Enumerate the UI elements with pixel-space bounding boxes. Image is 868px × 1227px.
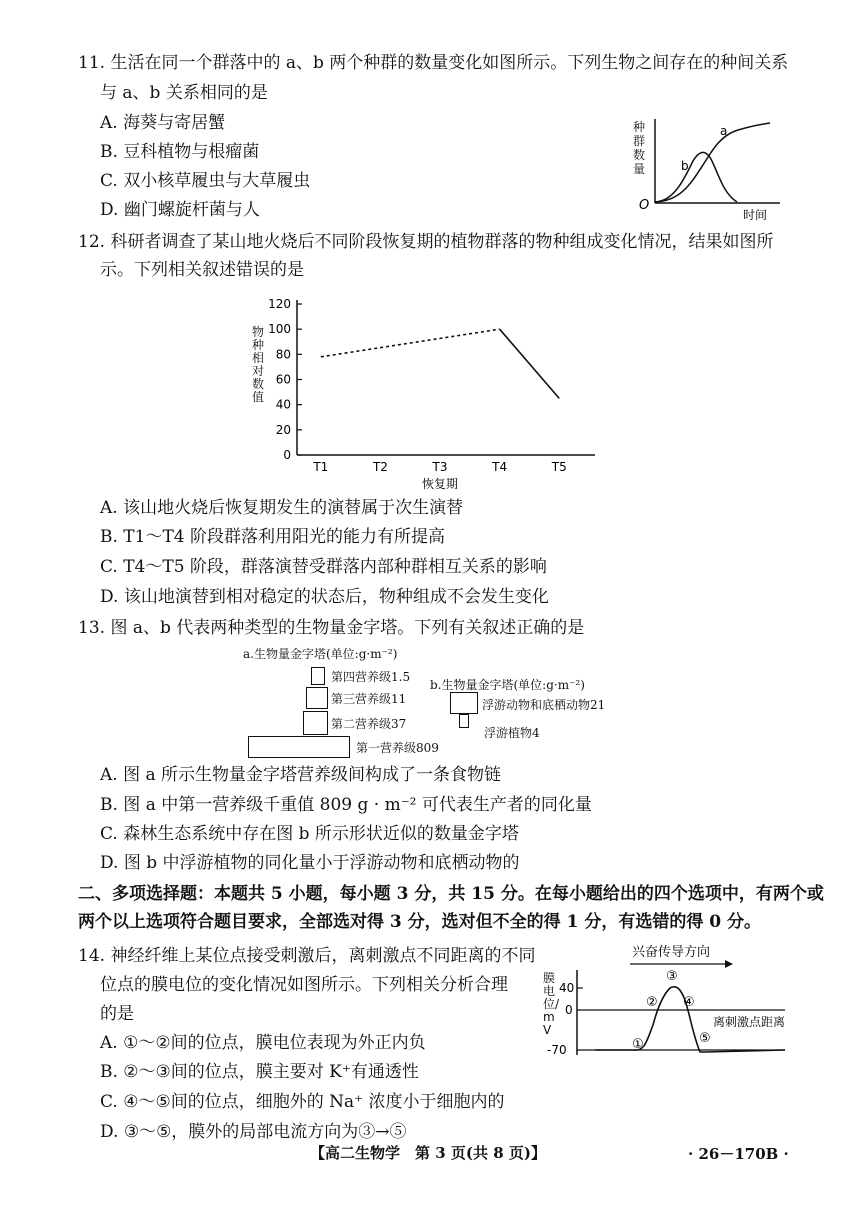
q14-option-c: C. ④～⑤间的位点，细胞外的 Na⁺ 浓度小于细胞内的 bbox=[100, 1092, 505, 1112]
q11-population-figure bbox=[625, 115, 785, 225]
footer-code: · 26－170B · bbox=[688, 1145, 789, 1163]
q14-option-b: B. ②～③间的位点，膜主要对 K⁺有通透性 bbox=[100, 1062, 419, 1082]
q11-xlabel: 时间 bbox=[743, 208, 768, 222]
q14-option-a: A. ①～②间的位点，膜电位表现为外正内负 bbox=[100, 1033, 426, 1053]
q12-y-tick-label: 40 bbox=[275, 397, 291, 412]
q14-y40: 40 bbox=[559, 981, 575, 995]
q11-stem-line2: 与 a、b 关系相同的是 bbox=[100, 83, 268, 103]
q13-option-b: B. 图 a 中第一营养级千重值 809 g · m⁻² 可代表生产者的同化量 bbox=[100, 795, 592, 815]
q13-b-title: b.生物量金字塔(单位:g·m⁻²) bbox=[430, 678, 585, 692]
q13-b-level-bottom: 浮游植物4 bbox=[484, 726, 540, 740]
q14-potential-figure bbox=[535, 940, 805, 1065]
q12-ylabel: 物种相对数值 bbox=[252, 325, 265, 404]
q13-a-level-4: 第四营养级1.5 bbox=[331, 670, 411, 684]
q13-option-d: D. 图 b 中浮游植物的同化量小于浮游动物和底栖动物的 bbox=[100, 853, 520, 873]
q12-option-a: A. 该山地火烧后恢复期发生的演替属于次生演替 bbox=[100, 498, 464, 518]
q12-option-b: B. T1～T4 阶段群落利用阳光的能力有所提高 bbox=[100, 527, 446, 547]
q13-stem: 13. 图 a、b 代表两种类型的生物量金字塔。下列有关叙述正确的是 bbox=[78, 618, 585, 638]
q12-stem-line2: 示。下列相关叙述错误的是 bbox=[100, 260, 304, 280]
q13-a-bar-3 bbox=[306, 687, 328, 709]
q11-option-a: A. 海葵与寄居蟹 bbox=[100, 113, 226, 133]
q13-pyramid-a bbox=[238, 645, 438, 760]
q14-point-2: ② bbox=[646, 995, 658, 1010]
q12-y-tick-label: 120 bbox=[268, 297, 291, 311]
q12-x-tick-label: T1 bbox=[313, 460, 329, 474]
q12-y-tick-label: 100 bbox=[268, 322, 291, 337]
q13-option-c: C. 森林生态系统中存在图 b 所示形状近似的数量金字塔 bbox=[100, 824, 519, 844]
q11-option-d: D. 幽门螺旋杆菌与人 bbox=[100, 200, 260, 220]
q11-label-a: a bbox=[720, 124, 728, 138]
q13-b-bar-bottom bbox=[459, 714, 469, 728]
q12-species-chart bbox=[245, 290, 605, 490]
q12-x-tick-label: T3 bbox=[432, 460, 448, 474]
q12-option-d: D. 该山地演替到相对稳定的状态后，物种组成不会发生变化 bbox=[100, 587, 549, 607]
q12-y-tick-label: 0 bbox=[283, 448, 291, 462]
q12-y-tick-label: 20 bbox=[275, 422, 291, 437]
q12-series-line-2 bbox=[500, 329, 560, 398]
q11-ylabel: 种群数量 bbox=[633, 120, 646, 176]
q13-pyramid-b bbox=[430, 676, 630, 746]
q14-xlabel: 离刺激点距离 bbox=[713, 1015, 786, 1029]
q12-x-tick-label: T2 bbox=[372, 460, 388, 474]
q14-point-1: ① bbox=[632, 1037, 644, 1052]
q13-a-bar-4 bbox=[311, 667, 325, 685]
q14-arrow-label: 兴奋传导方向 bbox=[632, 945, 711, 960]
q13-option-a: A. 图 a 所示生物量金字塔营养级间构成了一条食物链 bbox=[100, 765, 502, 785]
section2-line1: 二、多项选择题：本题共 5 小题，每小题 3 分，共 15 分。在每小题给出的四个选项中，有两个或 bbox=[78, 884, 824, 904]
q13-a-level-3: 第三营养级11 bbox=[331, 692, 407, 706]
q14-ym70: -70 bbox=[547, 1043, 567, 1057]
q11-option-b: B. 豆科植物与根瘤菌 bbox=[100, 142, 260, 162]
q13-a-level-1: 第一营养级809 bbox=[356, 741, 439, 755]
footer-page-info: 【高二生物学 第 3 页(共 8 页)】 bbox=[310, 1144, 546, 1162]
q12-series-line-1 bbox=[321, 329, 500, 357]
q13-a-bar-2 bbox=[303, 711, 328, 735]
q12-y-tick-label: 80 bbox=[275, 347, 291, 362]
q14-y0: 0 bbox=[565, 1003, 573, 1017]
q14-stem-line1: 14. 神经纤维上某位点接受刺激后，离刺激点不同距离的不同 bbox=[78, 946, 536, 966]
q12-option-c: C. T4～T5 阶段，群落演替受群落内部种群相互关系的影响 bbox=[100, 557, 547, 577]
q14-stem-line3: 的是 bbox=[100, 1004, 134, 1024]
q13-a-title: a.生物量金字塔(单位:g·m⁻²) bbox=[243, 647, 398, 661]
q11-curve-b bbox=[655, 152, 737, 202]
q13-a-level-2: 第二营养级37 bbox=[331, 717, 407, 731]
q12-stem-line1: 12. 科研者调查了某山地火烧后不同阶段恢复期的植物群落的物种组成变化情况，结果如图所 bbox=[78, 232, 774, 252]
q14-ylabel: 膜电位/mV bbox=[543, 971, 560, 1037]
q12-plot-area bbox=[268, 297, 595, 490]
q14-point-3: ③ bbox=[666, 969, 678, 984]
section2-line2: 两个以上选项符合题目要求，全部选对得 3 分，选对但不全的得 1 分，有选错的得 0 分。 bbox=[78, 912, 761, 932]
q11-origin: O bbox=[639, 198, 650, 213]
q12-x-tick-label: T4 bbox=[492, 460, 508, 474]
q12-x-tick-label: T5 bbox=[551, 460, 567, 474]
q12-y-tick-label: 60 bbox=[275, 372, 291, 387]
q14-point-5: ⑤ bbox=[699, 1031, 711, 1046]
q11-option-c: C. 双小核草履虫与大草履虫 bbox=[100, 171, 311, 191]
q12-x-axis-label: 恢复期 bbox=[422, 477, 459, 490]
q11-stem-line1: 11. 生活在同一个群落中的 a、b 两个种群的数量变化如图所示。下列生物之间存在的种间关系 bbox=[78, 53, 789, 73]
q14-arrow-head bbox=[725, 960, 733, 968]
q13-b-level-top: 浮游动物和底栖动物21 bbox=[482, 698, 606, 712]
q11-label-b: b bbox=[681, 159, 689, 173]
q14-stem-line2: 位点的膜电位的变化情况如图所示。下列相关分析合理 bbox=[100, 975, 508, 995]
q13-a-bar-1 bbox=[248, 736, 350, 758]
q14-point-4: ④ bbox=[683, 995, 695, 1010]
q13-b-bar-top bbox=[450, 692, 478, 714]
q14-option-d: D. ③～⑤，膜外的局部电流方向为③→⑤ bbox=[100, 1122, 407, 1142]
